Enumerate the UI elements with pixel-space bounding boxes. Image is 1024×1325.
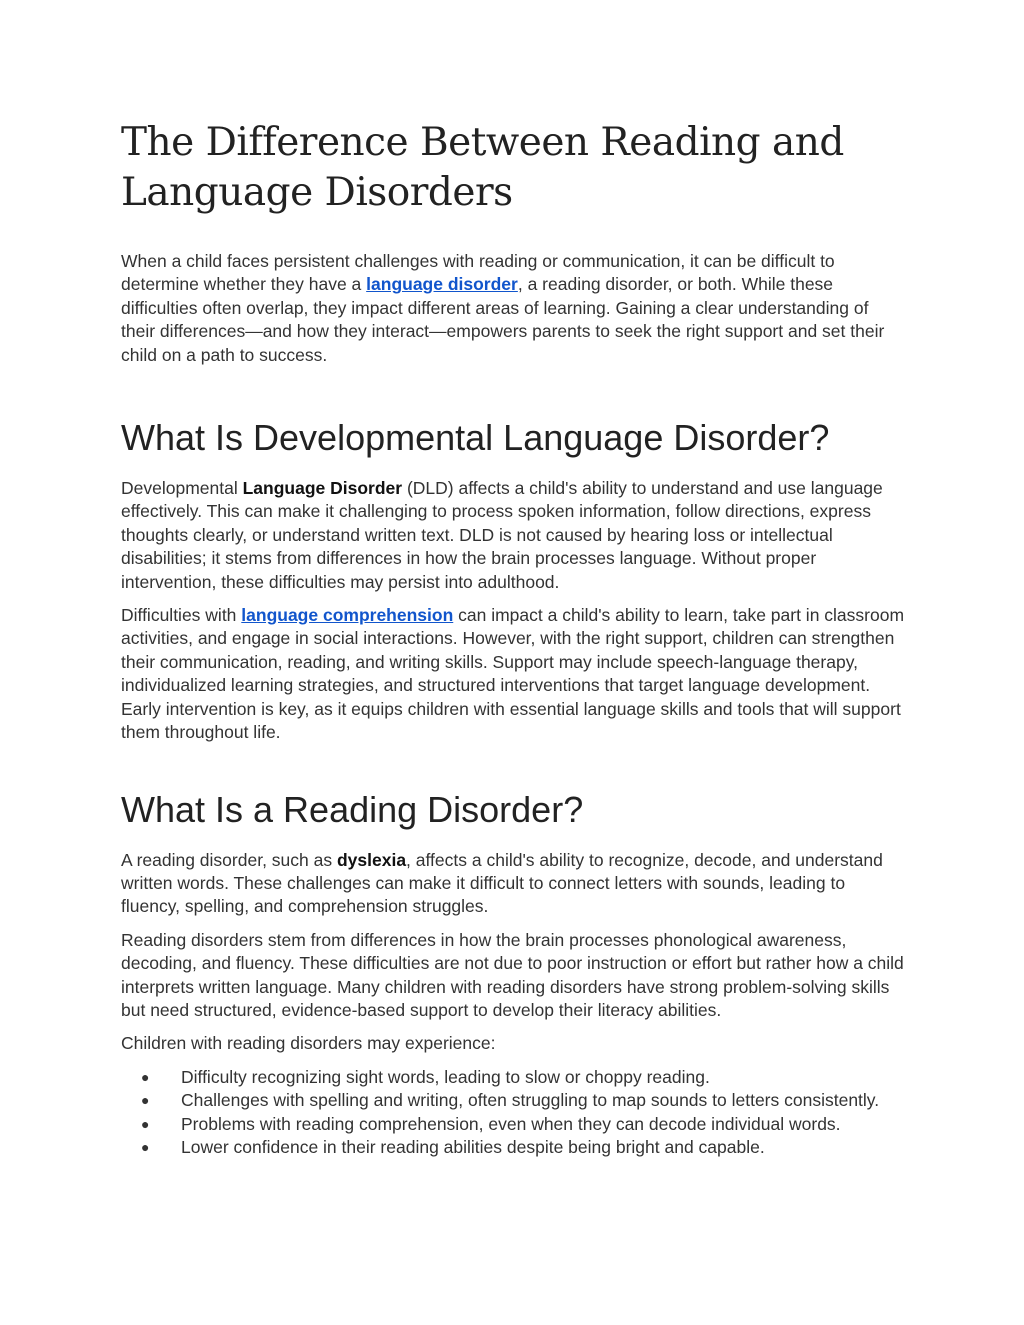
reading-bold-term: dyslexia (336, 849, 407, 870)
dld-p1-end: (DLD) affects a child's ability to understand and use language effectively. This can make it challenging to process spoken information, follow directions, express thoughts clearly, or understand written text. DLD is not caused by hearing loss or intellectual disabilities; it stems from differences in how the brain processes language. Without proper intervention, these difficulties may persist into adulthood. (121, 478, 883, 592)
reading-paragraph-1 (121, 849, 906, 919)
dld-p2-end: can impact a child's ability to learn, take part in classroom activities, and engage in social interactions. However, with the right support, children can strengthen their communication, reading, and writing skills. Support may include speech-language therapy, individualized learning strategies, and structured interventions that target language development. Early intervention is key, as it equips children with essential language skills and tools that will support them throughout life. (121, 605, 905, 743)
page-title: The Difference Between Reading and Language Disorders (121, 120, 844, 215)
dld-section (121, 415, 906, 744)
list-item-text: Difficulty recognizing sight words, leading to slow or choppy reading. (181, 1066, 710, 1087)
symptom-list (121, 1066, 906, 1160)
intro-text-start: When a child faces persistent challenges with reading or communication, it can be difficult to determine whether they have a (121, 251, 835, 295)
dld-bold-term: Language Disorder (242, 478, 403, 499)
dld-p2-start: Difficulties with (121, 605, 242, 626)
list-item-text: Problems with reading comprehension, even when they can decode individual words. (181, 1113, 841, 1134)
reading-heading: What Is a Reading Disorder? (121, 788, 584, 830)
reading-p1-start: A reading disorder, such as (121, 849, 337, 870)
reading-p1-end: , affects a child's ability to recognize, decode, and understand written words. These challenges can make it difficult to connect letters with sounds, leading to fluency, spelling, and comprehension struggles. (121, 849, 883, 917)
reading-section (121, 787, 906, 1160)
dld-p1-start: Developmental (121, 478, 243, 499)
bullet-icon: ● (141, 1138, 150, 1155)
language-disorder-link[interactable]: language disorder (366, 274, 518, 295)
dld-heading: What Is Developmental Language Disorder? (121, 417, 830, 459)
language-comprehension-link[interactable]: language comprehension (241, 605, 454, 626)
intro-paragraph (121, 250, 906, 367)
dld-paragraph-1 (121, 477, 906, 594)
list-item-text: Lower confidence in their reading abilities despite being bright and capable. (181, 1136, 765, 1157)
bullet-icon: ● (141, 1092, 150, 1109)
intro-text-end: , a reading disorder, or both. While these difficulties often overlap, they impact different areas of learning. Gaining a clear understanding of their differences—and how they interact—empowers parents to seek the right support and set their child on a path to success. (121, 274, 885, 365)
bullet-icon: ● (141, 1115, 150, 1132)
reading-paragraph-2: Reading disorders stem from differences in how the brain processes phonological awareness, decoding, and fluency. These difficulties are not due to poor instruction or effort but rather how a child interprets written language. Many children with reading disorders have strong problem-solving skills but need structured, evidence-based support to develop their literacy abilities. (121, 929, 904, 1020)
list-item (121, 1136, 906, 1159)
bullet-icon: ● (141, 1068, 150, 1085)
list-item (121, 1113, 906, 1136)
list-item (121, 1066, 906, 1089)
list-item-text: Challenges with spelling and writing, often struggling to map sounds to letters consistently. (181, 1090, 880, 1111)
reading-paragraph-3: Children with reading disorders may experience: (121, 1033, 496, 1054)
list-item (121, 1089, 906, 1112)
dld-paragraph-2 (121, 604, 906, 744)
